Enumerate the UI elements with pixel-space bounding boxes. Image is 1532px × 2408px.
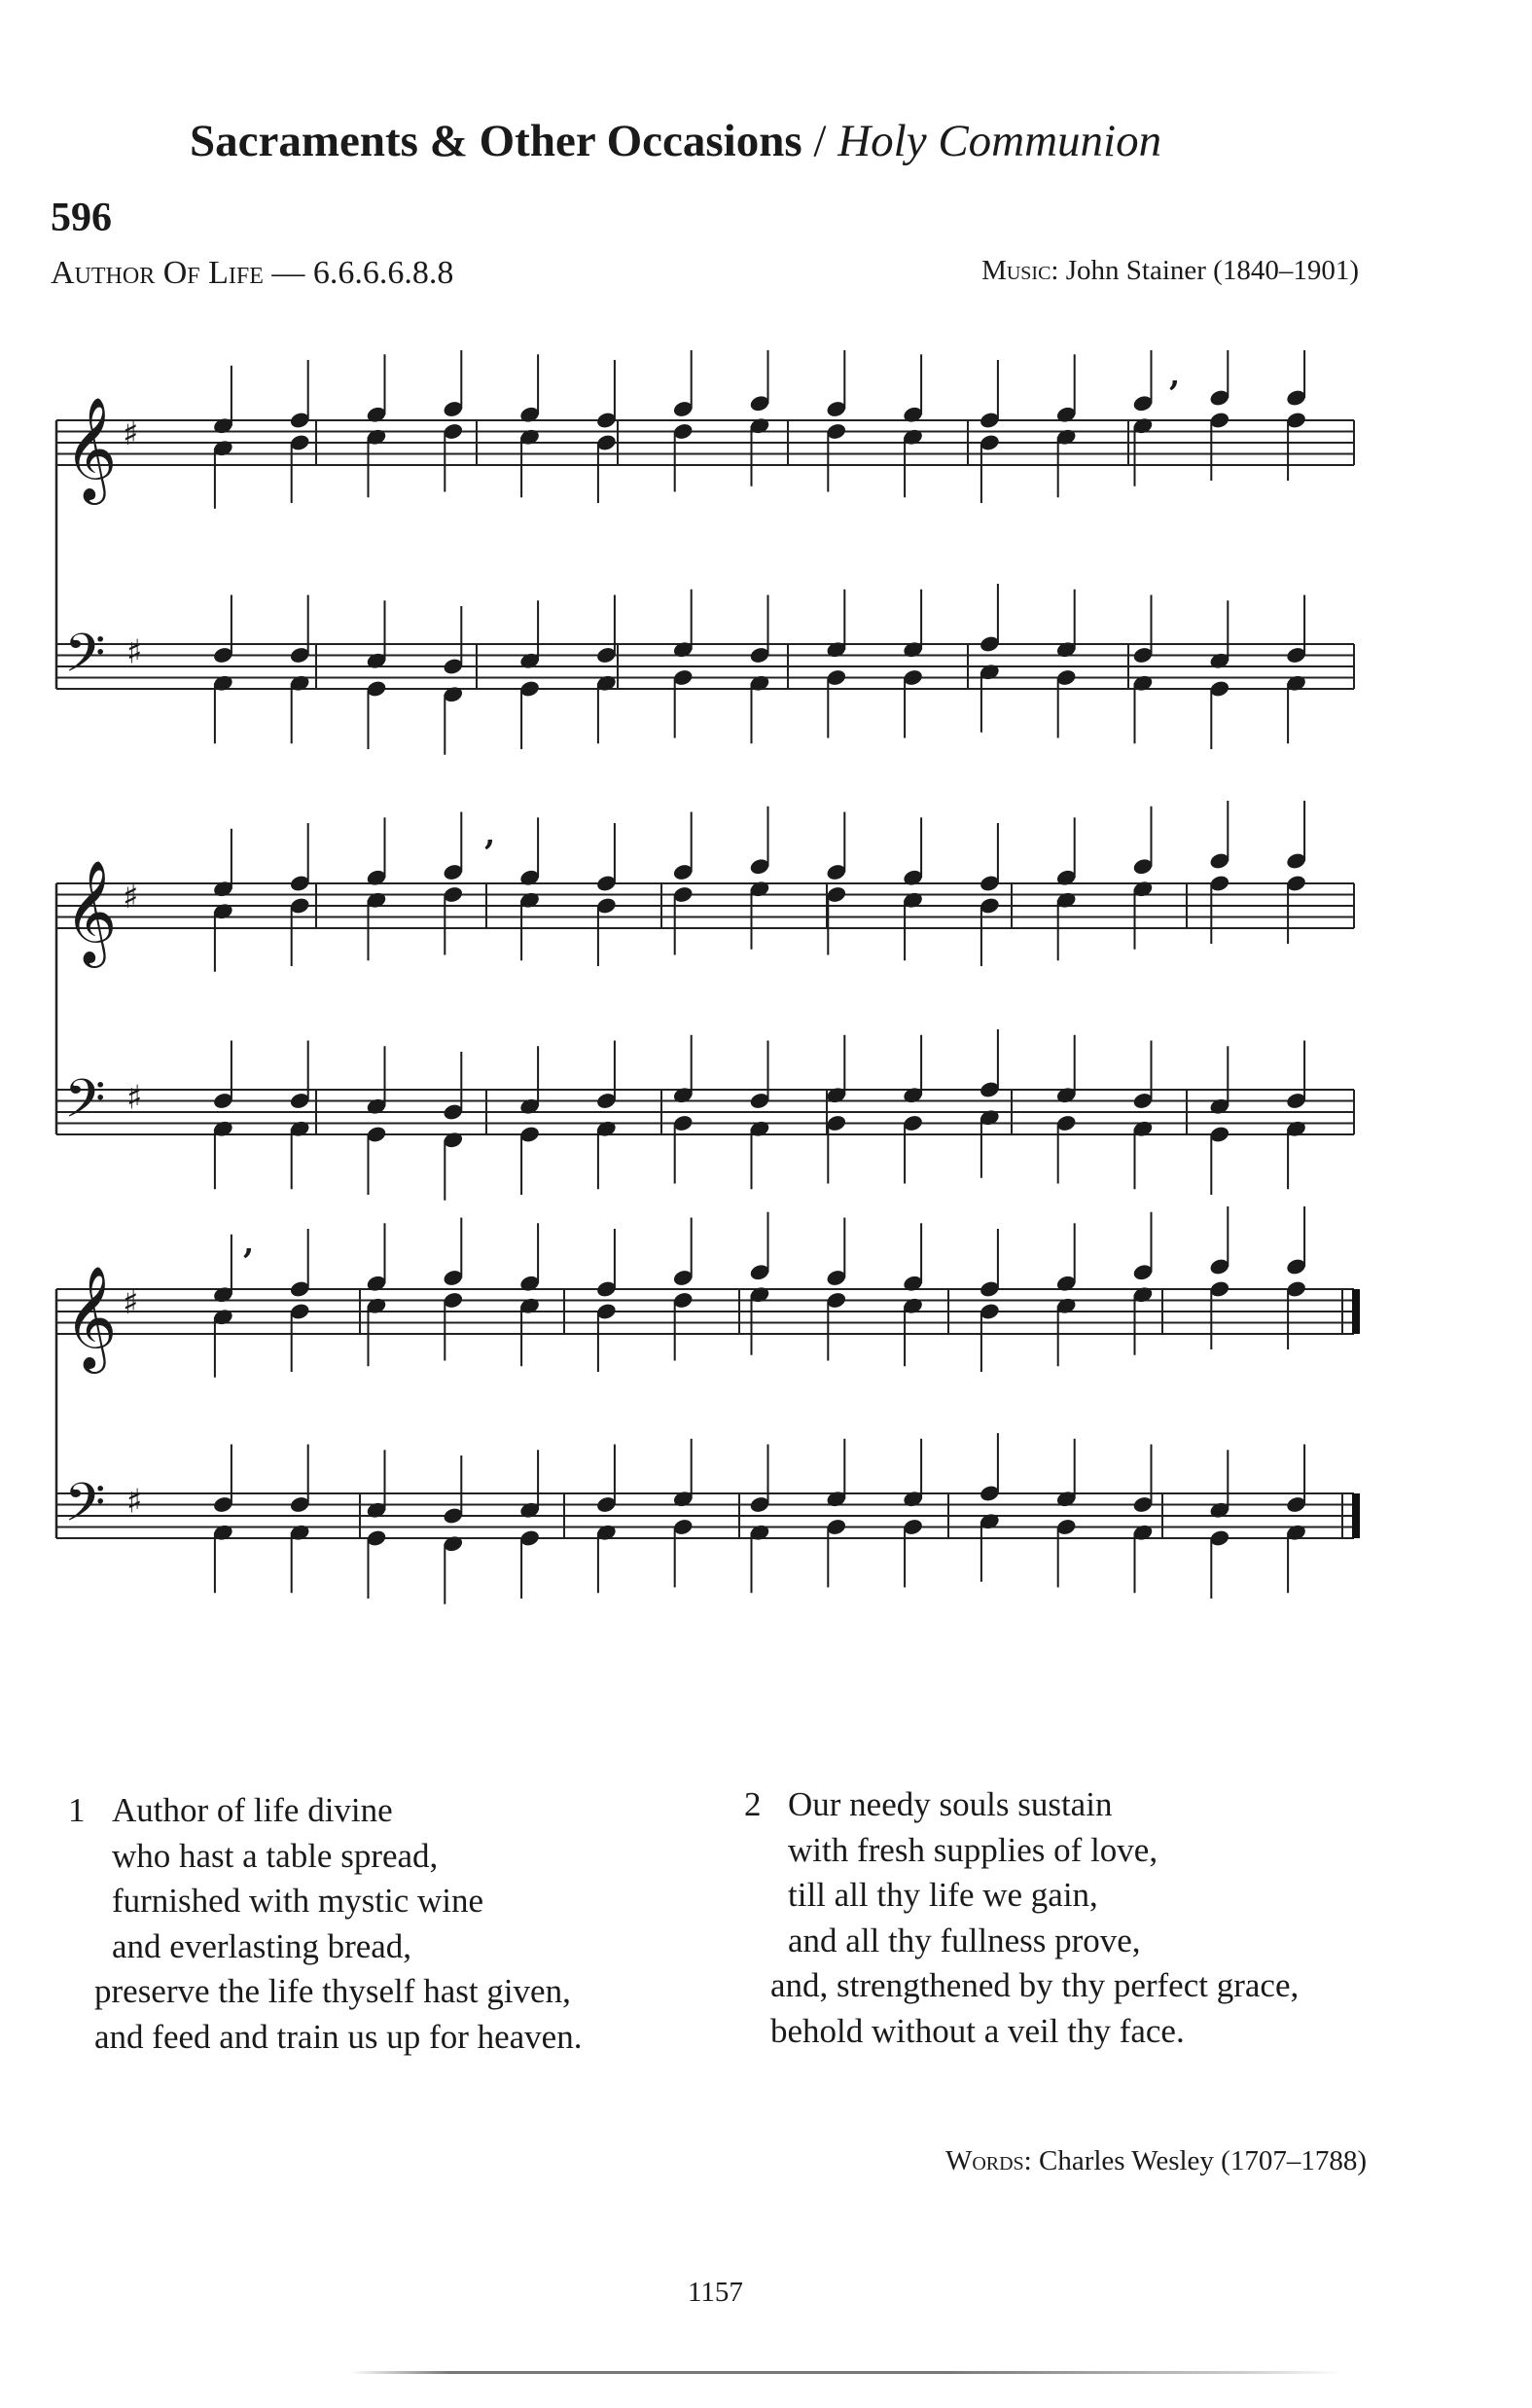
final-barline: [1352, 1493, 1360, 1538]
sharp-icon: ♯: [126, 1482, 143, 1522]
music-label: Music:: [981, 255, 1059, 286]
bottom-rule: [350, 2371, 1342, 2374]
final-barline: [1352, 1289, 1360, 1334]
lyric-line: behold without a veil thy face.: [770, 2011, 1185, 2050]
sharp-icon: ♯: [126, 1078, 143, 1118]
sharp-icon: ♯: [123, 878, 139, 916]
breath-mark-icon: ,: [1169, 356, 1181, 393]
lyric-line: Author of life divine: [112, 1791, 393, 1829]
words-label: Words:: [944, 2145, 1032, 2176]
section-subtitle: Holy Communion: [837, 116, 1162, 166]
lyric-line: till all thy life we gain,: [788, 1876, 1098, 1914]
lyric-line: and feed and train us up for heaven.: [94, 2017, 583, 2056]
music-score: [39, 350, 1372, 1673]
section-separator: /: [802, 116, 838, 166]
sharp-icon: ♯: [123, 414, 139, 453]
lyric-line: and all thy fullness prove,: [788, 1921, 1141, 1959]
page-number: 1157: [688, 2277, 743, 2308]
stanza-2: [744, 1782, 1299, 2054]
treble-clef-icon: 𝄞: [64, 396, 118, 500]
stanza-1: [68, 1788, 582, 2060]
bass-clef-icon: 𝄢: [64, 1067, 106, 1143]
meter-separator: —: [263, 255, 313, 291]
lyric-line: with fresh supplies of love,: [788, 1830, 1158, 1869]
breath-mark-icon: ,: [484, 815, 496, 852]
lyric-line: and, strengthened by thy perfect grace,: [770, 1966, 1300, 2004]
verse-number: 1: [68, 1791, 86, 1829]
lyric-line: who hast a table spread,: [112, 1836, 439, 1875]
sharp-icon: ♯: [123, 1283, 139, 1322]
music-credit: [981, 255, 1359, 287]
breath-mark-icon: ,: [243, 1224, 255, 1261]
tune-name: Author Of Life: [51, 255, 264, 291]
section-title: Sacraments & Other Occasions: [190, 116, 802, 166]
section-heading: [190, 115, 1161, 167]
tune-line: [51, 255, 453, 292]
lyric-line: preserve the life thyself hast given,: [94, 1972, 571, 2010]
lyric-line: and everlasting bread,: [112, 1926, 412, 1965]
bass-clef-icon: 𝄢: [64, 1471, 106, 1547]
meter: 6.6.6.6.8.8: [312, 255, 454, 291]
verse-number: 2: [744, 1785, 762, 1823]
author: Charles Wesley (1707–1788): [1031, 2145, 1367, 2176]
treble-clef-icon: 𝄞: [64, 1265, 118, 1369]
sharp-icon: ♯: [126, 632, 143, 672]
hymn-number: 596: [51, 196, 112, 240]
composer: John Stainer (1840–1901): [1058, 255, 1359, 286]
lyric-line: Our needy souls sustain: [788, 1785, 1113, 1823]
lyric-line: furnished with mystic wine: [112, 1882, 484, 1920]
bass-clef-icon: 𝄢: [64, 622, 106, 698]
treble-clef-icon: 𝄞: [64, 859, 118, 963]
words-credit: [945, 2145, 1367, 2177]
